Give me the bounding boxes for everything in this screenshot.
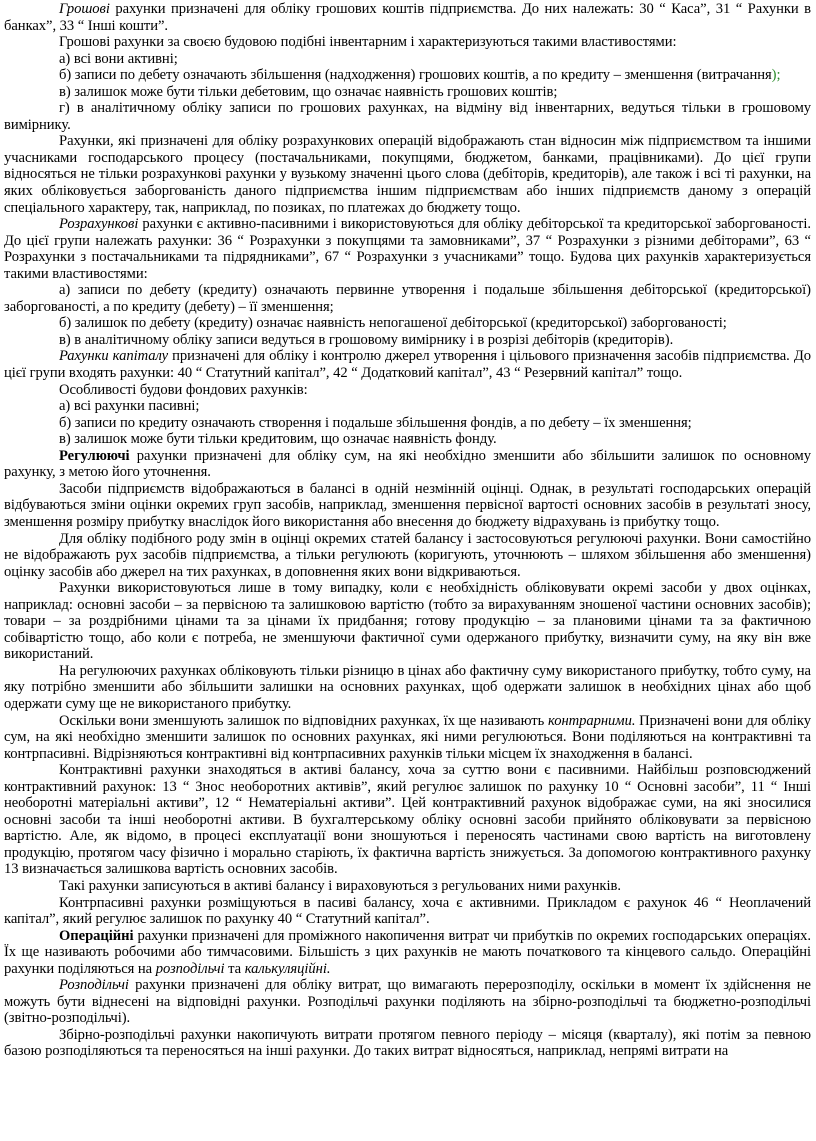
list-item: [4, 282, 811, 315]
text-run: Оскільки вони зменшують залишок по відповідних рахунках, їх ще називають: [59, 712, 548, 729]
paragraph: [4, 663, 811, 713]
list-item: [4, 332, 811, 349]
text-run: Рахунки використовуються лише в тому випадку, коли є необхідність обліковувати окремі засоби у двох оцінках, наприклад: основні засоби – за первісною та залишковою вартістю (тобто за вирахуванням зношеної частини основних засобів); товари – за роздрібними цінами та за цінами їх придбання; готову продукцію – за плановими цінами та за фактичною собівартістю тощо, або коли є потреба, не зменшуючи фактичної суми одержаного прибутку, визначити суму, на яку він вже використаний.: [4, 580, 811, 663]
text-run: а) всі рахунки пасивні;: [59, 398, 200, 415]
italic-term: Розподільчі: [59, 977, 129, 994]
text-run: Контрпасивні рахунки розміщуються в пасиві балансу, хоча є активними. Прикладом є рахунок 46 “ Неоплачений капітал”, який регулює залишок по рахунку 40 “ Статутний капітал”.: [4, 894, 811, 928]
paragraph: [4, 878, 811, 895]
text-run: );: [771, 67, 781, 84]
paragraph: [4, 531, 811, 581]
italic-term: контрарними.: [547, 712, 636, 729]
text-run: б) записи по дебету означають збільшення (надходження) грошових коштів, а по кредиту – зменшення (витрачання: [59, 67, 772, 84]
italic-term: розподільчі: [155, 960, 225, 977]
text-run: рахунки призначені для обліку грошових коштів підприємства. До них належать: 30 “ Каса”, 31 “ Рахунки в банках”, 33 “ Інші кошти”.: [4, 1, 811, 34]
text-run: в) в аналітичному обліку записи ведуться в грошовому вимірнику і в розрізі дебіторів (кредиторів).: [59, 331, 674, 348]
text-run: Засоби підприємств відображаються в балансі в одній незмінній оцінці. Однак, в результаті господарських операцій відбуваються зміни оцінки окремих груп засобів, наприклад, зменшення первісної вартості основних засобів в результаті зносу, зменшення розміру прибутку внаслідок його використання або внесення до бюджету відрахувань із прибутку тощо.: [4, 480, 811, 530]
paragraph: [4, 34, 811, 51]
text-run: в) залишок може бути тільки дебетовим, що означає наявність грошових коштів;: [59, 83, 558, 100]
text-run: рахунки призначені для обліку витрат, що вимагають перерозподілу, оскільки в момент їх здійснення не можуть бути віднесені на відповідні рахунки. Розподільчі рахунки поділяють на збірно-розподільчі та бюджетно-розподільчі (звітно-розподільчі).: [4, 977, 811, 1027]
italic-term: Рахунки капіталу: [59, 348, 169, 365]
text-run: На регулюючих рахунках обліковують тільки різницю в цінах або фактичну суму використаного прибутку, тобто суму, на яку потрібно зменшити або збільшити залишки на основних рахунках, щоб одержати залишок в необхідних цінах або щоб одержати суму ще не використаного прибутку.: [4, 662, 811, 712]
list-item: [4, 84, 811, 101]
paragraph: [4, 895, 811, 928]
text-run: та: [224, 960, 245, 977]
list-item: [4, 315, 811, 332]
bold-term: Регулюючі: [59, 447, 130, 464]
text-run: рахунки призначені для обліку сум, на які необхідно зменшити або збільшити залишок по основному рахунку, з метою його уточнення.: [4, 447, 811, 481]
list-item: [4, 398, 811, 415]
paragraph: [4, 481, 811, 531]
list-item: [4, 67, 811, 84]
list-item: [4, 51, 811, 68]
paragraph: [4, 762, 811, 878]
text-run: а) всі вони активні;: [59, 50, 178, 67]
text-run: Рахунки, які призначені для обліку розрахункових операцій відображають стан відносин між підприємством та іншими учасниками господарського процесу (постачальниками, покупцями, бюджетом, банками, працівниками). До цієї групи відносяться не тільки розрахункові рахунки у вузькому значенні цього слова (дебіторів, кредиторів), але також і всі ті рахунки, на яких обліковується заборгованість даного підприємства іншим підприємствам або інших підприємств даному з операцій спеціального характеру, так, наприклад, по позиках, по платежах до бюджету тощо.: [4, 133, 811, 216]
paragraph: [4, 977, 811, 1027]
text-run: Призначені вони для обліку сум, на які необхідно зменшити залишок по основних рахунках, які ними регулюються. Вони поділяються на контрактивні та контрпасивні. Відрізняються контрактивні від контрпасивних рахунків тільки місцем їх знаходження в балансі.: [4, 712, 812, 762]
text-run: Контрактивні рахунки знаходяться в активі балансу, хоча за суттю вони є пасивними. Найбільш розповсюджений контрактивний рахунок: 13 “ Знос необоротних активів”, який регулює залишок по рахунку 10 “ Основні засоби”, 11 “ Інші необоротні матеріальні активи”, 12 “ Нематеріальні активи”. Цей контрактивний рахунок відображає суми, на які зносилися основні засоби та інші необоротні активи. В бухгалтерському обліку основні засоби прийнято обліковувати за первісною вартістю. Але, як відомо, в процесі експлуатації вони зношуються і переносять частинами свою вартість на виготовлену продукцію, протягом часу фізично і морально старіють, їх фактична вартість знижується. За допомогою контрактивного рахунку 13 визначається залишкова вартість основних засобів.: [4, 762, 811, 878]
paragraph: [4, 580, 811, 663]
text-run: рахунки є активно-пасивними і використовуються для обліку дебіторської та кредиторської заборгованості. До цієї групи належать рахунки: 36 “ Розрахунки з покупцями та замовниками”, 37 “ Розрахунки з різними дебіторами”, 63 “ Розрахунки з постачальниками та підрядниками”, 67 “ Розрахунки з учасниками” тощо. Будова цих рахунків характеризується такими властивостями:: [4, 216, 811, 282]
list-item: [4, 431, 811, 448]
text-run: б) записи по кредиту означають створення і подальше збільшення фондів, а по дебету – їх зменшення;: [59, 414, 692, 431]
bold-term: Операційні: [59, 927, 134, 944]
paragraph: [4, 448, 811, 481]
text-run: а) записи по дебету (кредиту) означають первинне утворення і подальше збільшення дебіторської (кредиторської) заборгованості, а по кредиту (дебету) – її зменшення;: [4, 282, 811, 315]
text-run: Для обліку подібного роду змін в оцінці окремих статей балансу і застосовуються регулюючі рахунки. Вони самостійно не відображають рух засобів підприємства, а тільки регулюють (коригують, уточнюють – шляхом збільшення або зменшення) оцінку засобів або джерел на тих рахунках, в доповнення яких вони відкриваються.: [4, 530, 811, 580]
paragraph: [4, 1, 811, 34]
text-run: Особливості будови фондових рахунків:: [59, 381, 308, 398]
text-run: Грошові рахунки за своєю будовою подібні інвентарним і характеризуються такими властивостями:: [59, 34, 677, 51]
paragraph: [4, 348, 811, 381]
text-run: призначені для обліку і контролю джерел утворення і цільового призначення засобів підприємства. До цієї групи входять рахунки: 40 “ Статутний капітал”, 42 “ Додатковий капітал”, 43 “ Резервний капітал” тощо.: [4, 348, 811, 382]
text-run: г) в аналітичному обліку записи по грошових рахунках, на відміну від інвентарних, ведуться тільки в грошовому вимірнику.: [4, 100, 811, 133]
italic-term: Грошові: [59, 1, 110, 17]
text-run: Такі рахунки записуються в активі балансу і вираховуються з регульованих ними рахунків.: [59, 877, 621, 894]
paragraph: [4, 928, 811, 978]
paragraph: [4, 382, 811, 399]
text-run: Збірно-розподільчі рахунки накопичують витрати протягом певного періоду – місяця (кварталу), які потім за певною базою розподіляються та переносяться на інші рахунки. До таких витрат відносяться, наприклад, непрямі витрати на: [4, 1026, 811, 1060]
paragraph: [4, 133, 811, 216]
paragraph: [4, 713, 811, 763]
text-run: б) залишок по дебету (кредиту) означає наявність непогашеної дебіторської (кредиторської) заборгованості;: [59, 315, 727, 332]
text-run: в) залишок може бути тільки кредитовим, що означає наявність фонду.: [59, 431, 497, 448]
italic-term: Розрахункові: [59, 216, 139, 233]
text-run: рахунки призначені для проміжного накопичення витрат чи прибутків по окремих господарських операціях. Їх ще називають робочими або тимчасовими. Більшість з цих рахунків не мають початкового та кінцевого сальдо. Операційні рахунки поділяються на: [4, 927, 811, 977]
list-item: [4, 415, 811, 432]
paragraph: [4, 216, 811, 282]
list-item: [4, 100, 811, 133]
paragraph: [4, 1027, 811, 1060]
italic-term: калькуляційні.: [244, 960, 331, 977]
